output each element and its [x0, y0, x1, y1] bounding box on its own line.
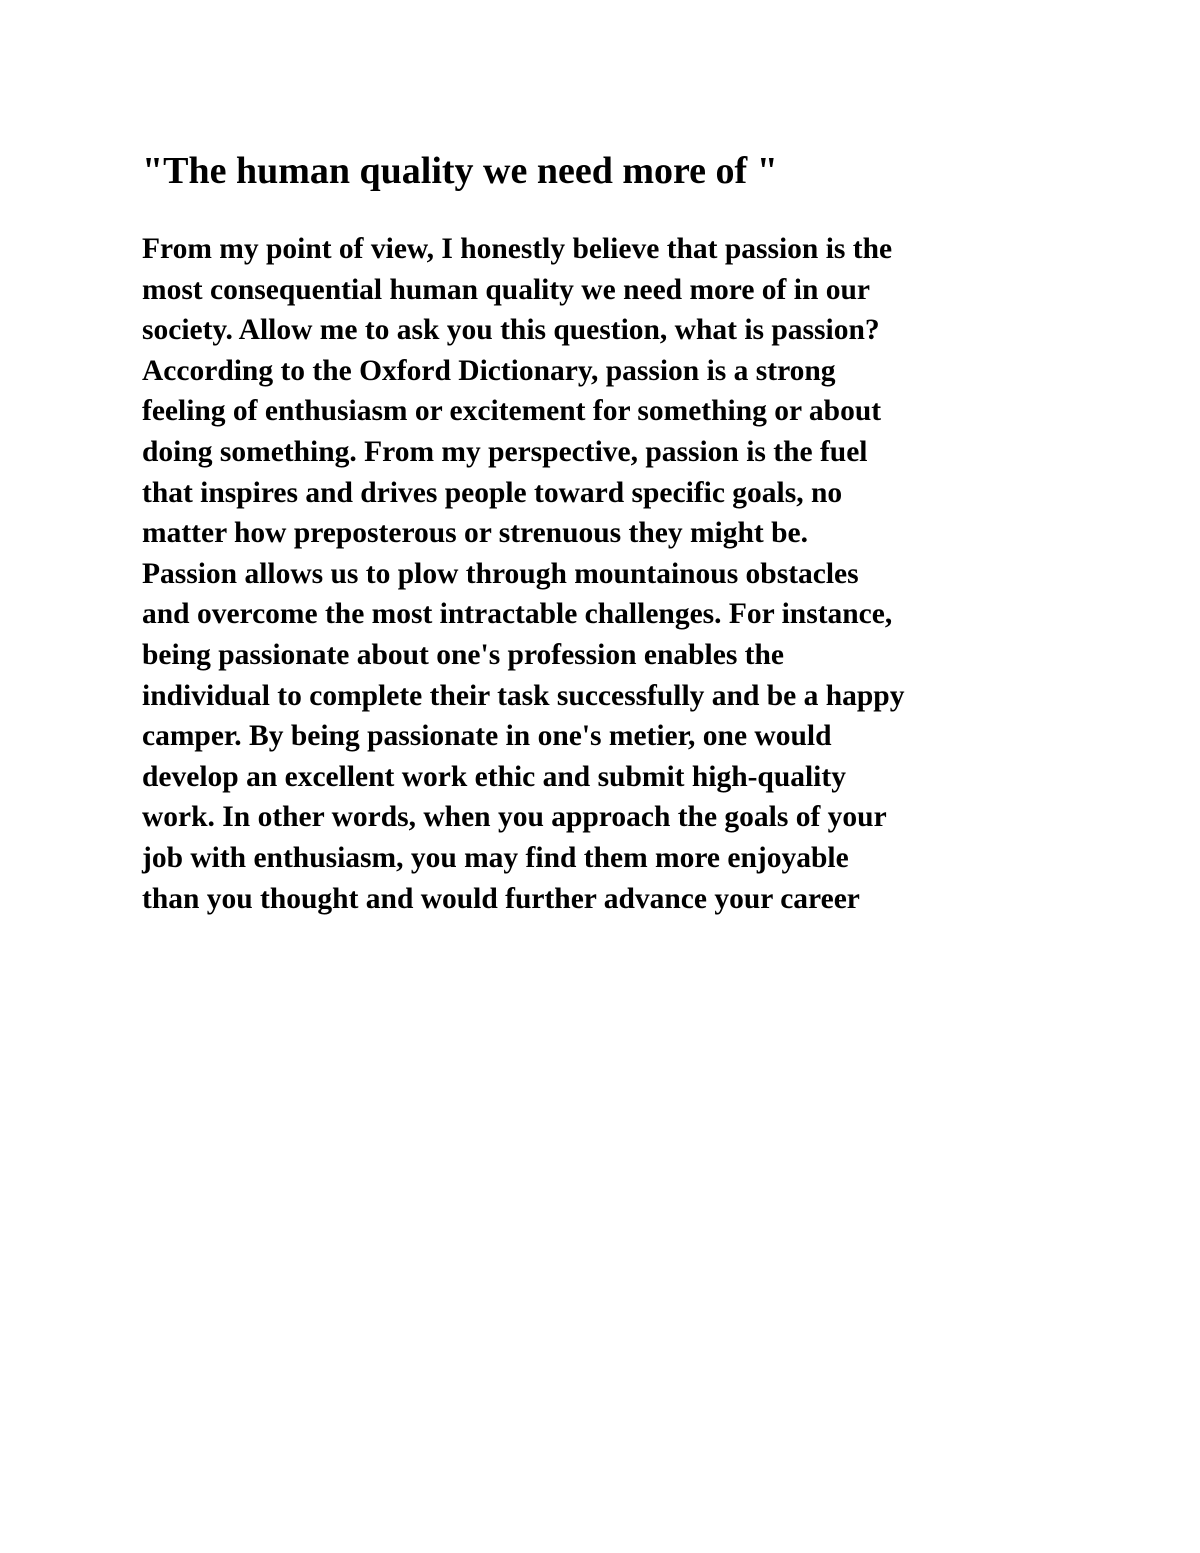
paragraph-line: feeling of enthusiasm or excitement for something or about: [142, 395, 882, 428]
paragraph-line: camper. By being passionate in one's metier, one would: [142, 720, 832, 753]
paragraph-line: and overcome the most intractable challenges. For instance,: [142, 598, 893, 631]
paragraph-line: work. In other words, when you approach the goals of your: [142, 801, 887, 834]
paragraph-line: most consequential human quality we need more of in our: [142, 273, 870, 306]
paragraph-line: From my point of view, I honestly believe that passion is the: [142, 233, 893, 265]
paragraph-line: job with enthusiasm, you may find them more enjoyable: [142, 841, 849, 874]
paragraph-line: matter how preposterous or strenuous they might be.: [142, 517, 808, 550]
paragraph-line: doing something. From my perspective, passion is the fuel: [142, 435, 868, 468]
paragraph-line: than you thought and would further advance your career: [142, 882, 860, 915]
essay-paragraph: [142, 229, 904, 919]
paragraph-line: According to the Oxford Dictionary, passion is a strong: [142, 354, 836, 387]
paragraph-line: being passionate about one's profession enables the: [142, 638, 784, 671]
paragraph-line: society. Allow me to ask you this question, what is passion?: [142, 314, 880, 347]
paragraph-line: Passion allows us to plow through mountainous obstacles: [142, 557, 859, 590]
document-title: "The human quality we need more of ": [142, 150, 778, 192]
paragraph-line: that inspires and drives people toward specific goals, no: [142, 476, 843, 509]
paragraph-line: develop an excellent work ethic and submit high-quality: [142, 760, 846, 793]
paragraph-line: individual to complete their task successfully and be a happy: [142, 679, 905, 712]
